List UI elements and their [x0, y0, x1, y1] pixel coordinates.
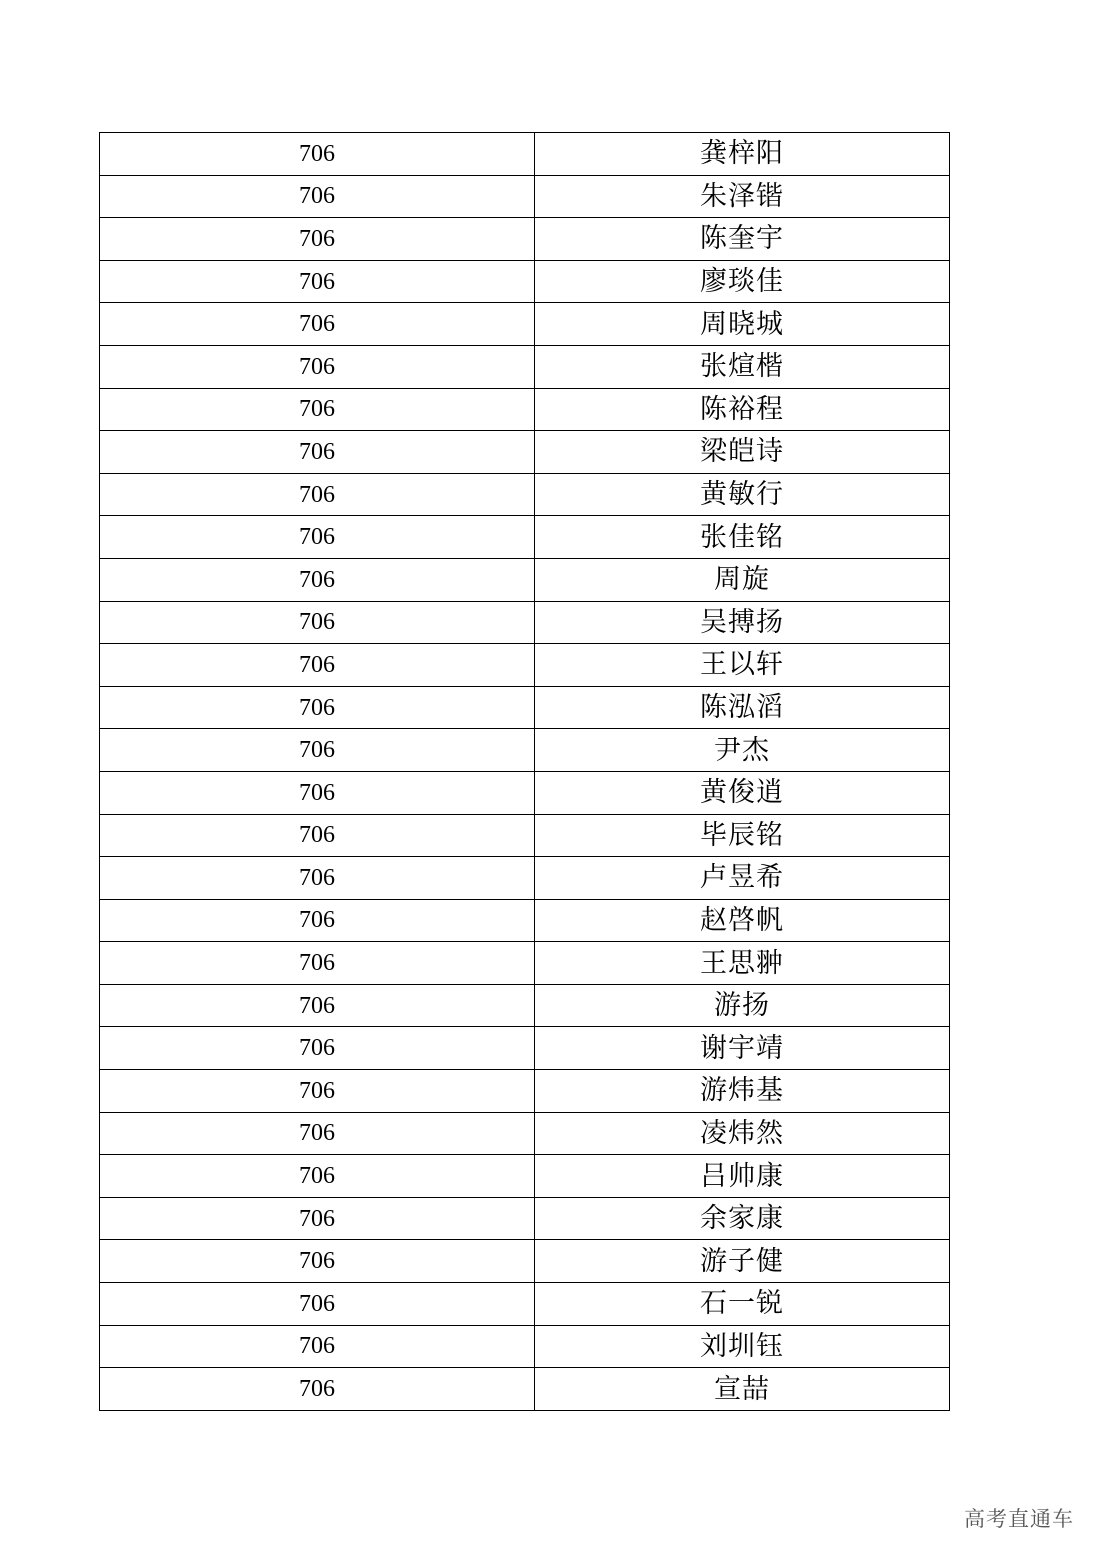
table-row	[100, 1325, 950, 1368]
code-cell: 706	[100, 1155, 535, 1198]
name-cell: 游子健	[535, 1240, 950, 1283]
table-row	[100, 1112, 950, 1155]
name-cell: 卢昱希	[535, 857, 950, 900]
code-cell: 706	[100, 1027, 535, 1070]
code-cell: 706	[100, 260, 535, 303]
table-row	[100, 516, 950, 559]
name-cell: 王以轩	[535, 644, 950, 687]
watermark-text: 高考直通车	[964, 1507, 1074, 1531]
code-cell: 706	[100, 984, 535, 1027]
name-cell: 廖琰佳	[535, 260, 950, 303]
table-row	[100, 133, 950, 176]
table-row	[100, 729, 950, 772]
table-row	[100, 388, 950, 431]
name-cell: 刘圳钰	[535, 1325, 950, 1368]
table-row	[100, 431, 950, 474]
table-row	[100, 601, 950, 644]
name-cell: 朱泽锴	[535, 175, 950, 218]
code-cell: 706	[100, 175, 535, 218]
name-cell: 凌炜然	[535, 1112, 950, 1155]
code-cell: 706	[100, 857, 535, 900]
table-row	[100, 558, 950, 601]
name-cell: 陈裕程	[535, 388, 950, 431]
code-cell: 706	[100, 388, 535, 431]
name-cell: 张煊楷	[535, 345, 950, 388]
code-cell: 706	[100, 558, 535, 601]
name-cell: 张佳铭	[535, 516, 950, 559]
code-cell: 706	[100, 771, 535, 814]
name-cell: 赵啓帆	[535, 899, 950, 942]
name-cell: 吴搏扬	[535, 601, 950, 644]
table-row	[100, 1197, 950, 1240]
roster-table	[99, 132, 950, 1411]
code-cell: 706	[100, 899, 535, 942]
code-cell: 706	[100, 686, 535, 729]
code-cell: 706	[100, 601, 535, 644]
table-row	[100, 899, 950, 942]
table-row	[100, 175, 950, 218]
code-cell: 706	[100, 516, 535, 559]
code-cell: 706	[100, 942, 535, 985]
name-cell: 龚梓阳	[535, 133, 950, 176]
table-row	[100, 984, 950, 1027]
table-row	[100, 345, 950, 388]
name-cell: 游炜基	[535, 1070, 950, 1113]
name-cell: 黄俊逍	[535, 771, 950, 814]
table-row	[100, 260, 950, 303]
code-cell: 706	[100, 1283, 535, 1326]
name-cell: 周旋	[535, 558, 950, 601]
name-cell: 黄敏行	[535, 473, 950, 516]
name-cell: 周晓城	[535, 303, 950, 346]
name-cell: 宣喆	[535, 1368, 950, 1411]
code-cell: 706	[100, 1325, 535, 1368]
table-row	[100, 1240, 950, 1283]
code-cell: 706	[100, 1368, 535, 1411]
name-cell: 陈泓滔	[535, 686, 950, 729]
table-row	[100, 1283, 950, 1326]
name-cell: 余家康	[535, 1197, 950, 1240]
code-cell: 706	[100, 303, 535, 346]
table-row	[100, 644, 950, 687]
table-row	[100, 814, 950, 857]
name-cell: 梁皑诗	[535, 431, 950, 474]
name-cell: 陈奎宇	[535, 218, 950, 261]
name-cell: 吕帅康	[535, 1155, 950, 1198]
table-row	[100, 1027, 950, 1070]
code-cell: 706	[100, 345, 535, 388]
code-cell: 706	[100, 218, 535, 261]
table-row	[100, 1368, 950, 1411]
name-cell: 王思翀	[535, 942, 950, 985]
name-cell: 游扬	[535, 984, 950, 1027]
code-cell: 706	[100, 431, 535, 474]
code-cell: 706	[100, 1112, 535, 1155]
code-cell: 706	[100, 1197, 535, 1240]
table-row	[100, 857, 950, 900]
table-row	[100, 1070, 950, 1113]
name-cell: 石一锐	[535, 1283, 950, 1326]
table-row	[100, 303, 950, 346]
name-cell: 毕辰铭	[535, 814, 950, 857]
code-cell: 706	[100, 1240, 535, 1283]
table-row	[100, 218, 950, 261]
code-cell: 706	[100, 729, 535, 772]
code-cell: 706	[100, 644, 535, 687]
table-row	[100, 942, 950, 985]
table-row	[100, 1155, 950, 1198]
table-row	[100, 473, 950, 516]
name-cell: 尹杰	[535, 729, 950, 772]
table-row	[100, 771, 950, 814]
code-cell: 706	[100, 133, 535, 176]
table-row	[100, 686, 950, 729]
code-cell: 706	[100, 814, 535, 857]
roster-table-body	[100, 133, 950, 1411]
code-cell: 706	[100, 473, 535, 516]
code-cell: 706	[100, 1070, 535, 1113]
name-cell: 谢宇靖	[535, 1027, 950, 1070]
